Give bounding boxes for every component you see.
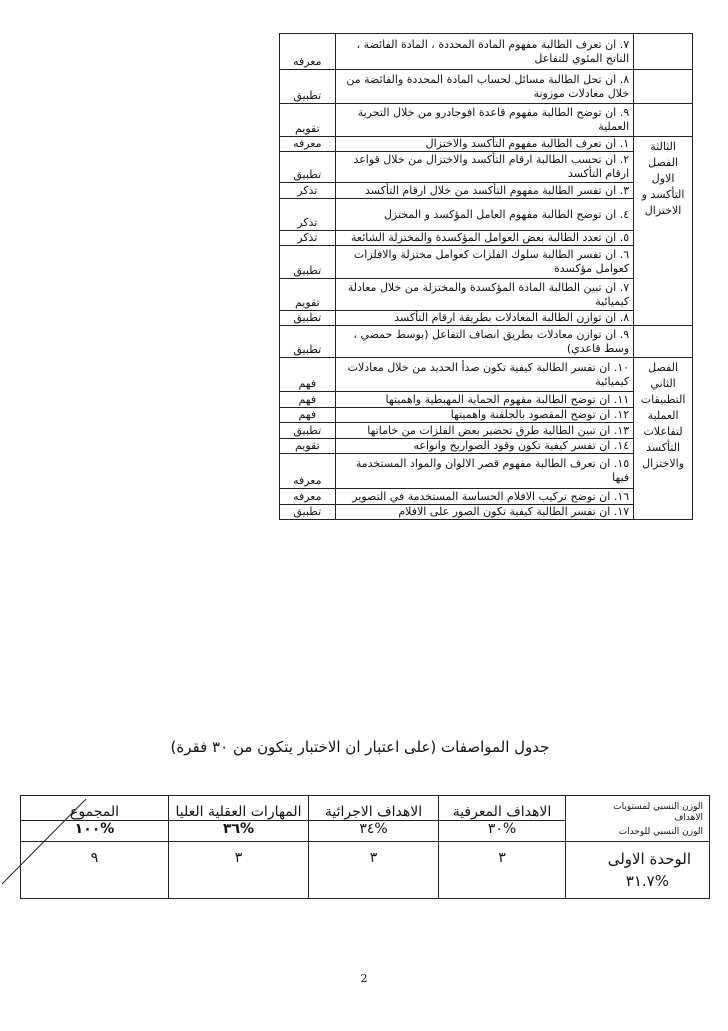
objective-level: فهم bbox=[280, 358, 336, 392]
objective-row bbox=[280, 34, 693, 70]
objective-level: تطبيق bbox=[280, 505, 336, 520]
specification-table-title: جدول المواصفات (على اعتبار ان الاختبار يتكون من ٣٠ فقرة) bbox=[170, 738, 550, 756]
corner-label-objectives: الاهداف bbox=[674, 813, 703, 823]
unit-one-cell bbox=[566, 842, 710, 899]
objective-text: ١٢. ان توضح المقصود بالجلفنة واهميتها bbox=[335, 408, 634, 423]
objectives-table bbox=[279, 33, 693, 520]
unit-one-cognitive: ٣ bbox=[439, 842, 566, 899]
objective-level: فهم bbox=[280, 392, 336, 408]
objective-row bbox=[280, 279, 693, 311]
header-cognitive: الاهداف المعرفية bbox=[439, 796, 566, 821]
objective-text: ٧. ان تعرف الطالبة مفهوم المادة المحددة ، المادة الفائضة ، الناتج المئوي للتفاعل bbox=[335, 34, 634, 70]
objective-level: تذكر bbox=[280, 183, 336, 199]
objective-row bbox=[280, 358, 693, 392]
objective-text: ٩. ان توضح الطالبة مفهوم قاعدة افوجادرو من خلال التجربة العملية bbox=[335, 104, 634, 137]
objective-text: ١٦. ان توضح تركيب الافلام الحساسة المستخدمة في التصوير bbox=[335, 489, 634, 505]
corner-label-levels: الوزن النسبي لمستويات bbox=[613, 802, 703, 812]
objective-row bbox=[280, 439, 693, 454]
corner-diagonal-line bbox=[0, 798, 90, 888]
objective-row bbox=[280, 70, 693, 104]
objective-row bbox=[280, 311, 693, 326]
objective-row bbox=[280, 505, 693, 520]
objective-text: ٦. ان تفسر الطالبة سلوك الفلزات كعوامل مختزلة والافلزات كعوامل مؤكسدة bbox=[335, 246, 634, 279]
spec-corner-cell bbox=[566, 796, 710, 842]
section-empty-cell bbox=[634, 326, 693, 358]
objective-level: تقويم bbox=[280, 104, 336, 137]
objective-level: معرفه bbox=[280, 489, 336, 505]
objective-text: ١٧. ان تفسر الطالبة كيفية تكون الصور على الافلام bbox=[335, 505, 634, 520]
section-label: الفصل الثاني التطبيقات العملية لتفاعلات التأكسد والاختزال bbox=[634, 358, 693, 520]
corner-label-units: الوزن النسبي للوحدات bbox=[618, 827, 703, 837]
objective-level: فهم bbox=[280, 408, 336, 423]
objective-level: معرفه bbox=[280, 34, 336, 70]
objective-level: تطبيق bbox=[280, 326, 336, 358]
objective-row bbox=[280, 183, 693, 199]
unit-one-total: ٩ bbox=[21, 842, 169, 899]
objective-row bbox=[280, 489, 693, 505]
objective-level: تطبيق bbox=[280, 70, 336, 104]
objective-text: ٣. ان تفسر الطالبة مفهوم التأكسد من خلال ارقام التأكسد bbox=[335, 183, 634, 199]
header-higher-skills: المهارات العقلية العليا bbox=[169, 796, 309, 821]
specification-table bbox=[20, 795, 710, 899]
objective-text: ٨. ان توازن الطالبة المعادلات بطريقة ارقام التأكسد bbox=[335, 311, 634, 326]
header-procedural: الاهداف الاجرائية bbox=[309, 796, 439, 821]
objective-text: ١٣. ان تبين الطالبة طرق تحضير بعض الفلزات من خاماتها bbox=[335, 423, 634, 439]
header-cognitive-weight: %٣٠ bbox=[439, 821, 566, 842]
objective-level: تذكر bbox=[280, 231, 336, 246]
unit-one-higher-skills: ٣ bbox=[169, 842, 309, 899]
objective-text: ٤. ان توضح الطالبة مفهوم العامل المؤكسد و المختزل bbox=[335, 199, 634, 231]
objective-level: تذكر bbox=[280, 199, 336, 231]
unit-one-label: الوحدة الاولى bbox=[607, 850, 691, 868]
objective-text: ١٠. ان تفسر الطالبة كيفية تكون صدأ الحديد من خلال معادلات كيميائية bbox=[335, 358, 634, 392]
objective-text: ٨. ان تحل الطالبة مسائل لحساب المادة المحددة والفائضة من خلال معادلات موزونة bbox=[335, 70, 634, 104]
section-empty-cell bbox=[634, 34, 693, 70]
page-number: 2 bbox=[360, 972, 368, 985]
objective-text: ١. ان تعرف الطالبة مفهوم التأكسد والاختزال bbox=[335, 137, 634, 152]
objective-row bbox=[280, 326, 693, 358]
objective-text: ١٥. ان تعرف الطالبة مفهوم قصر الالوان والمواد المستخدمة فيها bbox=[335, 454, 634, 489]
objective-level: تطبيق bbox=[280, 423, 336, 439]
objective-level: تقويم bbox=[280, 279, 336, 311]
section-empty-cell bbox=[634, 70, 693, 104]
objective-text: ١١. ان توضح الطالبة مفهوم الحماية المهبطية واهميتها bbox=[335, 392, 634, 408]
objective-level: معرفه bbox=[280, 137, 336, 152]
unit-one-weight: %٣١.٧ bbox=[625, 872, 669, 890]
objective-text: ٢. ان تحسب الطالبة ارقام التأكسد والاختزال من خلال قواعد ارقام التأكسد bbox=[335, 152, 634, 183]
objective-row bbox=[280, 408, 693, 423]
objective-row bbox=[280, 246, 693, 279]
objective-row bbox=[280, 199, 693, 231]
objective-level: معرفه bbox=[280, 454, 336, 489]
objective-row bbox=[280, 152, 693, 183]
header-total: المجموع bbox=[21, 796, 169, 821]
section-empty-cell bbox=[634, 104, 693, 137]
objective-text: ٧. ان تبين الطالبة المادة المؤكسدة والمختزلة من خلال معادلة كيميائية bbox=[335, 279, 634, 311]
objective-text: ٥. ان تعدد الطالبة بعض العوامل المؤكسدة والمختزلة الشائعة bbox=[335, 231, 634, 246]
objective-level: تقويم bbox=[280, 439, 336, 454]
objective-level: تطبيق bbox=[280, 246, 336, 279]
objective-level: تطبيق bbox=[280, 152, 336, 183]
header-procedural-weight: %٣٤ bbox=[309, 821, 439, 842]
unit-one-procedural: ٣ bbox=[309, 842, 439, 899]
objective-level: تطبيق bbox=[280, 311, 336, 326]
objective-row bbox=[280, 454, 693, 489]
objective-row bbox=[280, 392, 693, 408]
header-higher-skills-weight: %٣٦ bbox=[169, 821, 309, 842]
objective-row bbox=[280, 423, 693, 439]
objective-row bbox=[280, 231, 693, 246]
objective-row bbox=[280, 137, 693, 152]
objective-row bbox=[280, 104, 693, 137]
header-total-weight: %١٠٠ bbox=[21, 821, 169, 842]
objective-text: ١٤. ان تفسر كيفية تكون وقود الصواريخ وانواعه bbox=[335, 439, 634, 454]
section-label: الثالثة الفصل الاول التأكسد و الاختزال bbox=[634, 137, 693, 326]
objective-text: ٩. ان توازن معادلات بطريق انصاف التفاعل (بوسط حمضي ، وسط قاعدي) bbox=[335, 326, 634, 358]
